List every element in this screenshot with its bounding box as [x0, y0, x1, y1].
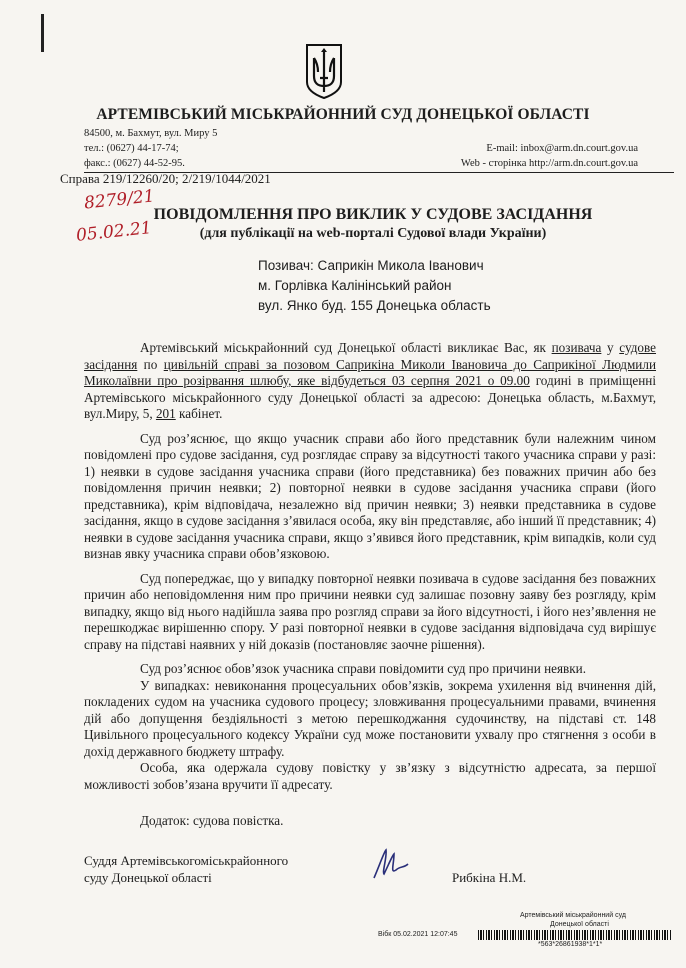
barcode: [478, 930, 672, 940]
handwritten-signature-icon: [370, 844, 410, 884]
court-website: Web - сторінка http://arm.dn.court.gov.ua: [460, 158, 638, 169]
addressee-street: вул. Янко буд. 155 Донецька область: [258, 298, 491, 313]
paragraph-summons: Артемівський міськрайонний суд Донецької області викликає Вас, як позивача у судове засідання по цивільній справі за позовом Саприкіна Миколи Івановича до Саприкіної Людмили Миколаївни про розірвання шлюбу, яке відбудеться 03 серпня 2021 о 09.00 годині в приміщенні Артемівського міськрайонного суду Донецької області за адресою: Донецька область, м.Бахмут, вул.Миру, 5, 201 кабінет.: [84, 340, 657, 421]
case-number: Справа 219/12260/20; 2/219/1044/2021: [60, 171, 271, 186]
trident-emblem-icon: [304, 42, 344, 100]
court-title: АРТЕМІВСЬКИЙ МІСЬКРАЙОННИЙ СУД ДОНЕЦЬКОЇ ОБЛАСТІ: [96, 106, 590, 123]
court-address: 84500, м. Бахмут, вул. Миру 5: [84, 128, 218, 139]
handwritten-date: 05.02.21: [75, 218, 153, 246]
judge-title-line1: Суддя Артемівськогоміськрайонного: [84, 853, 289, 868]
court-phone: тел.: (0627) 44-17-74;: [84, 143, 179, 154]
case-description: цивільній справі за позовом Саприкіна Миколи Івановича до Саприкіної Людмили Миколаївни про розірвання шлюбу, яке відбудеться 03 серпня 2021 о 09.00: [84, 356, 657, 388]
paragraph-fine: У випадках: невиконання процесуальних обов’язків, зокрема ухилення від вчинення дій, покладених судом на учасника судового процесу; зловживання процесуальними правами, вчинення дій або допущення бездіяльності з метою перешкоджання судочинству, на підставі ст. 148 Цивільного процесуального кодексу України суд може постановити ухвалу про стягнення з особи в дохід державного бюджету штрафу.: [84, 677, 656, 759]
stamp-registered-time: Вібк 05.02.2021 12:07:45: [378, 931, 458, 938]
paragraph-warning: Суд попереджає, що у випадку повторної неявки позивача в судове засідання без поважних причин або неповідомлення ним про причини неявки суд залишає позовну заяву без розгляду, крім випадку, якщо від нього надійшла заява про розгляд справи за його відсутності, і його нез’явлення не перешкоджає вирішенню спору. У разі повторної неявки в судове засідання відповідача суд вирішує справу на підставі наявних у ній доказів (постановляє заочне рішення).: [84, 570, 656, 652]
scan-edge-mark: [41, 14, 44, 52]
addressee-city: м. Горлівка Калінінський район: [258, 278, 452, 293]
stamp-region: Донецької області: [550, 921, 609, 928]
paragraph-delivery: Особа, яка одержала судову повістку у зв’язку з відсутністю адресата, за першої можливості зобов’язана вручити її адресату.: [84, 760, 656, 792]
addressee-plaintiff: Позивач: Саприкін Микола Іванович: [258, 258, 484, 273]
session-link-text: судове засідання: [84, 340, 657, 372]
paragraph-duty: Суд роз’яснює обов’язок учасника справи повідомити суд про причини неявки.: [140, 661, 587, 676]
stamp-court-name: Артемівський міськрайонний суд: [520, 912, 626, 919]
handwritten-reg-number: 8279/21: [83, 186, 156, 214]
room-number: 201: [155, 406, 176, 421]
notice-body: [84, 340, 656, 830]
paragraph-absence-rules: Суд роз’яснює, що якщо учасник справи або його представник були належним чином повідомлені про судове засідання, суд розглядає справу за відсутності такого учасника справи у разі: 1) неявки в судове засідання учасника справи (його представника) без поважних причин або без повідомлення причин неявки; 2) повторної неявки в судове засідання учасника справи (його представника), крім відповідача, незалежно від причин неявки; 3) неявки представника в судове засідання, якщо в судове засідання з’явилася особа, яку він представляє, або інший її представник; 4) неявки в судове засідання учасника справи, якщо з’явився його представник, крім випадків, коли суд визнав явку учасника справи обов’язковою.: [84, 430, 656, 561]
court-email: E-mail: inbox@arm.dn.court.gov.ua: [486, 143, 638, 154]
court-fax: факс.: (0627) 44-52-95.: [84, 158, 185, 169]
barcode-text: *563*26861938*1*1*: [538, 941, 603, 948]
notice-subtitle: (для публікації на web-порталі Судової влади України): [199, 226, 547, 241]
role-plaintiff: позивача: [551, 340, 602, 355]
attachment-note: Додаток: судова повістка.: [140, 813, 284, 828]
judge-title-line2: суду Донецької області: [84, 870, 212, 885]
notice-title: ПОВІДОМЛЕННЯ ПРО ВИКЛИК У СУДОВЕ ЗАСІДАННЯ: [153, 206, 593, 223]
judge-name: Рибкіна Н.М.: [452, 870, 527, 885]
